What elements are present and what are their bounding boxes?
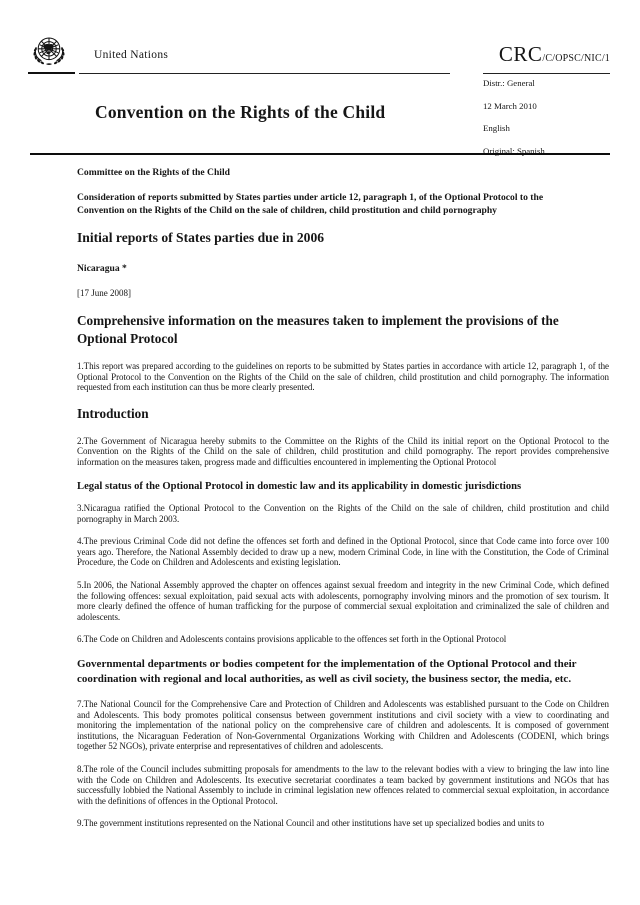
paragraph-5: 5.In 2006, the National Assembly approved the chapter on offences against sexual freedom and integrity in the new Criminal Code, which defined the following offences: sexual exploitation, paid sexual acts with adolescents, pornography involving minors and the promotion of sex tourism. It more clearly defined the offence of human trafficking for the purpose of commercial sexual exploitation and criminalized the sale of children and adolescents. [77,580,609,622]
submission-date: [17 June 2008] [77,288,131,298]
masthead-rule-right [483,73,610,74]
paragraph-7: 7.The National Council for the Comprehensive Care and Protection of Children and Adolescents was established pursuant to the Code on Children and Adolescents. This body promotes political consensus between government institutions and civil society with a view to coordinating and monitoring the implementation of the national policy on the comprehensive care of children and adolescents. It is composed of government institutions, the Nicaraguan Federation of Non-Governmental Organizations Working with Children and Adolescents (CODENI, which brings together 52 NGOs), private enterprise and representatives of children and adolescents. [77,699,609,752]
consideration-heading: Consideration of reports submitted by States parties under article 12, paragraph 1, of the Optional Protocol to the Convention on the Rights of the Child on the sale of children, child prostitution and child pornography [77,192,544,216]
meta-date: 12 March 2010 [483,100,537,111]
meta-language: English [483,123,510,133]
legal-status-heading: Legal status of the Optional Protocol in domestic law and its applicability in domestic jurisdictions [77,480,522,492]
paragraph-6: 6.The Code on Children and Adolescents contains provisions applicable to the offences set forth in the Optional Protocol [77,634,507,645]
un-emblem-icon [29,32,69,72]
governmental-departments-heading: Governmental departments or bodies competent for the implementation of the Optional Protocol and their coordination with regional and local authorities, as well as civil society, the business sector, the media, etc. [77,658,577,685]
paragraph-4: 4.The previous Criminal Code did not define the offences set forth and defined in the Optional Protocol, since that Code came into force over 100 years ago. Therefore, the National Assembly decided to draw up a new, modern Criminal Code, in line with the Constitution, the Code of Criminal Procedure, the Code on Children and Adolescents and existing legislation. [77,536,609,568]
masthead-rule-emblem [28,72,75,74]
document-title: Convention on the Rights of the Child [95,102,386,122]
document-symbol [499,42,610,67]
paragraph-9: 9.The government institutions represented on the National Council and other institutions have set up specialized bodies and units to [77,818,545,829]
header-bottom-rule [30,153,610,155]
paragraph-2: 2.The Government of Nicaragua hereby submits to the Committee on the Rights of the Child its initial report on the Optional Protocol to the Convention on the Rights of the Child on the sale of children, child prostitution and child pornography. The report provides comprehensive information on the measures taken, progress made and difficulties encountered in implementing the Optional Protocol [77,435,609,467]
document-body [77,166,609,841]
comprehensive-heading: Comprehensive information on the measures taken to implement the provisions of the Optional Protocol [77,313,559,346]
masthead-rule-left [79,73,450,74]
paragraph-1: 1.This report was prepared according to the guidelines on reports to be submitted by States parties in accordance with article 12, paragraph 1, of the Optional Protocol to the Convention on the Rights of the Child on the sale of children, child prostitution and child pornography. The information requested from each institution can thus be more clearly presented. [77,361,609,393]
document-symbol-rest: /C/OPSC/NIC/1 [542,53,610,64]
meta-original-language: Original: Spanish [483,145,545,156]
org-name: United Nations [94,49,169,61]
document-symbol-main: CRC [498,42,543,66]
committee-heading: Committee on the Rights of the Child [77,167,230,178]
paragraph-8: 8.The role of the Council includes submitting proposals for amendments to the law to the relevant bodies with a view to bringing the law into line with the Code on Children and Adolescents. Its executive secretariat coordinates a team backed by government institutions and NGOs that has successfully lobbied the National Assembly to include in criminal legislation new offences related to commercial sexual exploitation, in accordance with the definitions of offences in the Optional Protocol. [77,763,609,806]
paragraph-3: 3.Nicaragua ratified the Optional Protocol to the Convention on the Rights of the Child on the sale of children, child prostitution and child pornography in March 2003. [77,503,609,524]
meta-distribution: Distr.: General [483,78,535,88]
initial-reports-heading: Initial reports of States parties due in 2006 [77,230,325,245]
introduction-heading: Introduction [77,405,149,421]
country-heading: Nicaragua * [77,263,127,274]
